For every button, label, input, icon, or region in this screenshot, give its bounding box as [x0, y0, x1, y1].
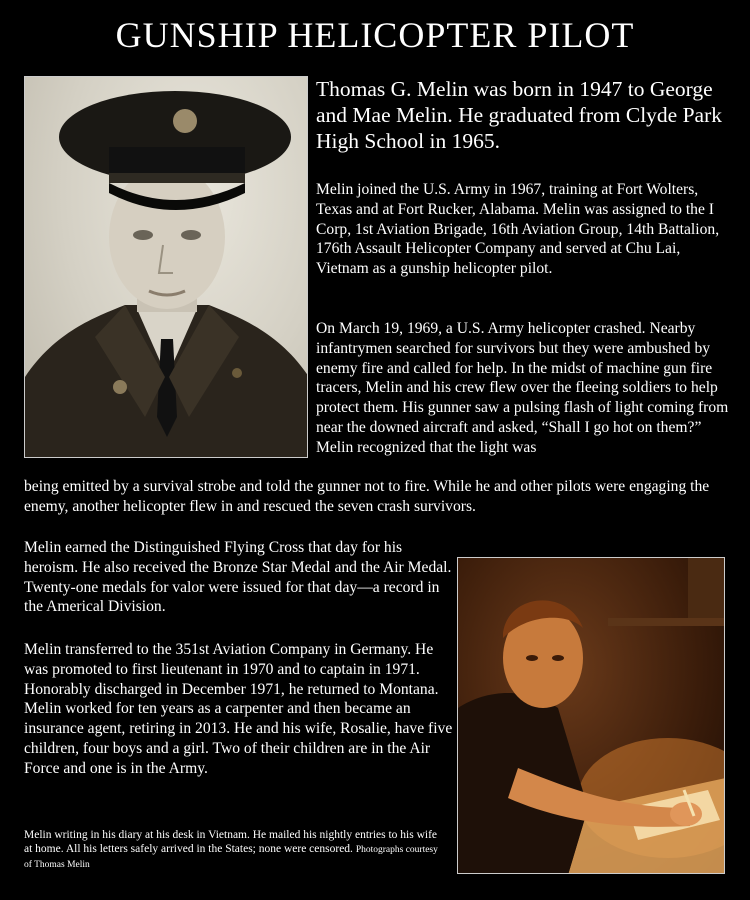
paragraph-enlistment: Melin joined the U.S. Army in 1967, training at Fort Wolters, Texas and at Fort Rucker, Alabama. Melin was assigned to the I Corp, 1st Aviation Brigade, 16th Aviation Group, 14th Battalion, 176th Assault Helicopter Company and served at Chu Lai, Vietnam as a gunship helicopter pilot. [316, 181, 720, 278]
caption-text: Melin writing in his diary at his desk in Vietnam. He mailed his nightly entries to his wife at home. All his letters safely arrived in the States; none were censored. [24, 829, 438, 855]
paragraph-rescue-start: On March 19, 1969, a U.S. Army helicopter crashed. Nearby infantrymen searched for survivors but they were ambushed by enemy fire and called for help. In the midst of machine gun fire tracers, Melin and his crew flew over the fleeing soldiers to help protect them. His gunner saw a pulsing flash of light coming from near the downed aircraft and asked, “Shall I go hot on them?” Melin recognized that the light was [316, 320, 729, 456]
portrait-illustration [25, 77, 308, 458]
paragraph-rescue-end: being emitted by a survival strobe and told the gunner not to fire. While he and other pilots were engaging the enemy, another helicopter flew in and rescued the seven crash survivors. [24, 478, 710, 515]
diary-photo [457, 557, 725, 874]
photo-credit: Photographs courtesy of Thomas Melin [24, 845, 438, 870]
lead-paragraph: Thomas G. Melin was born in 1947 to George and Mae Melin. He graduated from Clyde Park High School in 1965. [316, 77, 722, 153]
portrait-photo [24, 76, 308, 458]
paragraph-later-life: Melin transferred to the 351st Aviation Company in Germany. He was promoted to first lieutenant in 1970 and to captain in 1971. Honorably discharged in December 1971, he returned to Montana. Melin worked for ten years as a carpenter and then became an insurance agent, retiring in 2013. He and his wife, Rosalie, have five children, four boys and a girl. Two of their children are in the Air Force and one is in the Army. [24, 641, 453, 777]
diary-illustration [458, 558, 725, 874]
page-title: GUNSHIP HELICOPTER PILOT [115, 15, 635, 55]
paragraph-medals: Melin earned the Distinguished Flying Cross that day for his heroism. He also received the Bronze Star Medal and the Air Medal. Twenty-one medals for valor were issued for that day—a record in the Americal Division. [24, 539, 452, 616]
photo-caption [24, 828, 444, 872]
